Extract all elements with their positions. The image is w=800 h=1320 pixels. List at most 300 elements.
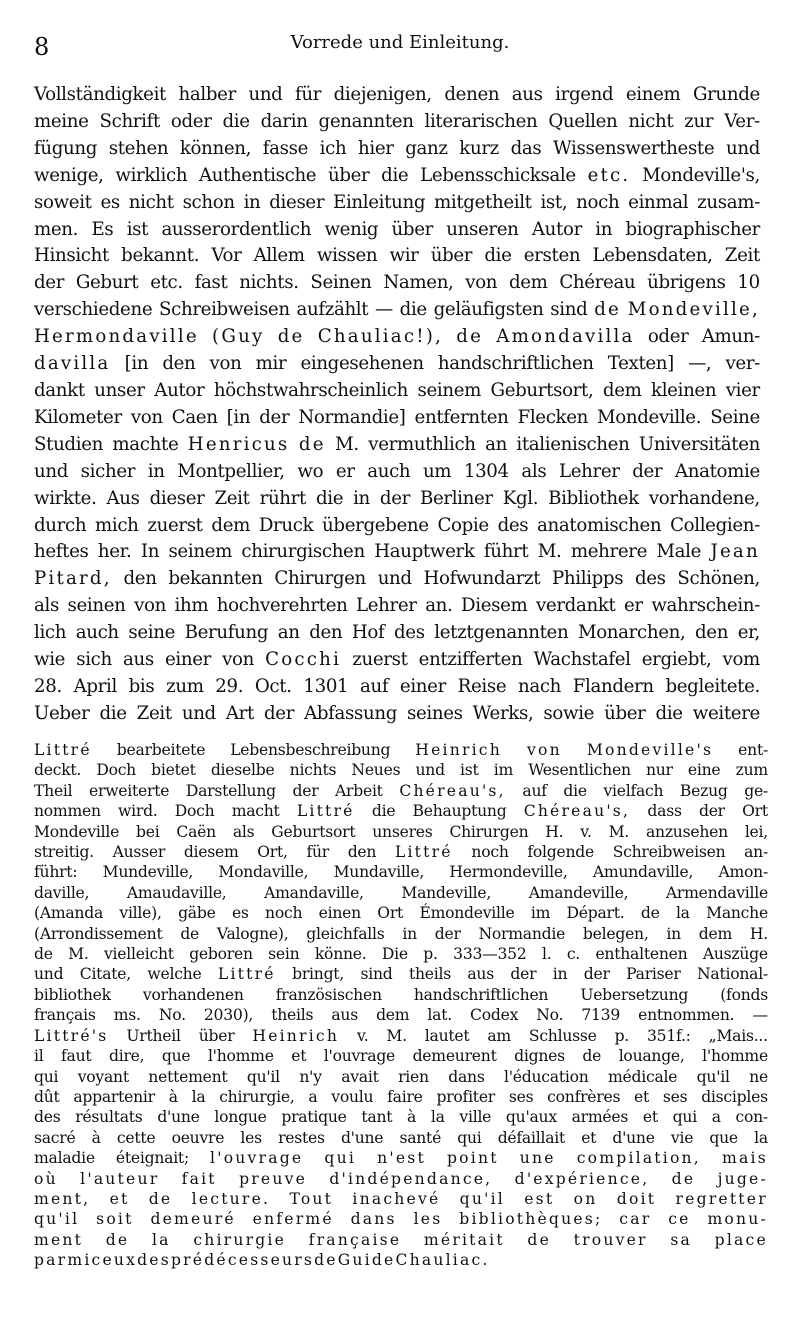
word: Chéreau's, [399, 781, 506, 800]
text-line [34, 620, 760, 647]
word: est [524, 1189, 555, 1208]
word: Pitard, [34, 568, 112, 590]
word: Normandie] [298, 406, 406, 428]
word: Amondavilla [496, 326, 635, 348]
word: monu- [707, 1210, 768, 1229]
word: von [209, 353, 242, 375]
word: Gui [337, 1251, 372, 1270]
word: Montpellier, [177, 460, 285, 482]
word: qu'il [459, 1189, 505, 1208]
word: unseres [372, 822, 433, 841]
word: der [379, 487, 410, 509]
word: zuerst [147, 514, 203, 536]
word: qui [34, 1067, 59, 1086]
word: disciples [701, 1087, 768, 1106]
word: (Arrondissement [34, 924, 163, 943]
word: sowie [543, 702, 595, 724]
footnote-line [34, 985, 768, 1005]
word: und [377, 568, 412, 590]
word: des [634, 568, 666, 590]
word: kurz [459, 137, 499, 159]
word: die [99, 702, 127, 724]
word: Lehrer [558, 460, 620, 482]
word: verschiedene [34, 299, 153, 321]
page-number: 8 [34, 33, 50, 61]
word: a [711, 1108, 721, 1127]
word: demeurent [412, 1047, 497, 1066]
word: à [91, 1128, 101, 1147]
word: er [335, 460, 355, 482]
word: ganz [405, 137, 448, 159]
word: Doch [174, 802, 215, 821]
word: fügung [34, 137, 98, 159]
word: sind [550, 299, 588, 321]
word: Jean [710, 541, 760, 563]
word: Authentische [198, 164, 317, 186]
word: fasse [262, 137, 309, 159]
word: genannten [318, 110, 414, 132]
word: bibliothèques; [459, 1210, 603, 1229]
word: es [100, 191, 120, 213]
word: könne. [314, 945, 367, 964]
word: etc. [150, 272, 183, 294]
word: Aus [106, 487, 140, 509]
word: Départ. [566, 904, 625, 923]
word: cette [116, 1128, 156, 1147]
word: de [34, 945, 53, 964]
text-line [34, 459, 760, 486]
word: vielfach [603, 781, 664, 800]
footnote-line [34, 1128, 768, 1148]
word: Caen [171, 406, 218, 428]
word: aus [331, 1006, 358, 1025]
word: und [248, 84, 283, 105]
word: hier [358, 137, 394, 159]
word: übrigens [647, 272, 726, 294]
word: résultats [75, 1108, 143, 1127]
word: de [180, 924, 200, 943]
word: nach [517, 675, 562, 697]
word: la [430, 1108, 445, 1127]
word: Mandeville, [401, 883, 492, 902]
word: [in [226, 406, 251, 428]
word: Druck [258, 514, 314, 536]
word: de [314, 1251, 338, 1270]
word: Autor [531, 218, 582, 240]
footnote-line [34, 964, 768, 984]
word: Bezug [679, 781, 728, 800]
word: In [140, 541, 160, 563]
word: Geburtsort [271, 822, 356, 841]
word: den [309, 622, 343, 644]
word: Schrift [99, 110, 160, 132]
word: Diesem [461, 595, 528, 617]
word: de [148, 1189, 173, 1208]
word: Bibliothek [548, 487, 639, 509]
word: fast [194, 272, 228, 294]
word: bearbeitete [116, 741, 206, 759]
word: la [754, 1128, 768, 1147]
word: über [198, 1026, 235, 1045]
word: diesem [183, 843, 239, 862]
word: Tout [289, 1189, 334, 1208]
word: on [573, 1189, 598, 1208]
word: qui [457, 1128, 482, 1147]
word: ent- [738, 741, 768, 759]
word: einer [399, 675, 446, 697]
text-line [34, 378, 760, 405]
word: die [222, 110, 250, 132]
word: où [34, 1169, 58, 1188]
word: den [123, 568, 157, 590]
word: Chauliac. [395, 1251, 490, 1270]
word: darin [260, 110, 308, 132]
word: dans [350, 1210, 397, 1229]
word: lei, [744, 822, 768, 841]
word: maladie [34, 1149, 95, 1168]
word: in [595, 218, 613, 240]
word: Quellen [548, 110, 618, 132]
word: il [34, 1047, 44, 1066]
footnote-line [34, 1209, 768, 1229]
word: Littré [296, 802, 355, 821]
word: für [306, 843, 329, 862]
word: Wesentlichen [528, 761, 631, 780]
word: Oct. [254, 675, 292, 697]
word: weitere [692, 702, 760, 724]
word: Copie [437, 514, 489, 536]
word: dankt [34, 379, 85, 401]
word: den [695, 622, 729, 644]
word: gäbe [178, 904, 216, 923]
word: Henricus [187, 433, 290, 455]
word: Hofwundarzt [423, 568, 541, 590]
word: des [393, 622, 425, 644]
word: ses [662, 1087, 688, 1106]
word: Amundaville, [592, 863, 694, 882]
word: nur [645, 761, 673, 780]
word: über [604, 702, 646, 724]
word: nicht [128, 191, 174, 213]
word: doit [616, 1189, 657, 1208]
word: car [619, 1210, 652, 1229]
word: einen [318, 904, 361, 923]
word: mehrere [570, 541, 648, 563]
word: der [292, 781, 319, 800]
word: ville [459, 1108, 492, 1127]
word: faire [387, 1087, 423, 1106]
word: über [327, 164, 370, 186]
word: noch [265, 904, 303, 923]
word: 351f.: [646, 1026, 691, 1045]
word: qui [324, 1149, 357, 1168]
word: enfermé [252, 1210, 334, 1229]
word: à [168, 1087, 178, 1106]
word: Lehrer [356, 595, 417, 617]
word: enthaltenen [595, 945, 688, 964]
word: nichts. [239, 272, 299, 294]
word: vom [722, 649, 760, 671]
word: führt [483, 541, 529, 563]
word: Ort [742, 802, 768, 821]
text-line [34, 566, 760, 593]
word: sind [360, 965, 393, 984]
text-line [34, 593, 760, 620]
word: eingesehenen [300, 353, 424, 375]
word: que [709, 1128, 738, 1147]
word: française [308, 1230, 402, 1249]
word: Mundaville, [333, 863, 425, 882]
word: einmal [628, 191, 689, 213]
footnote-line [34, 1230, 768, 1250]
word: der [632, 460, 663, 482]
word: dass [647, 802, 682, 821]
main-text [34, 82, 760, 728]
word: übergebene [322, 514, 429, 536]
word: ersten [523, 245, 581, 267]
word: handschriftlichen [413, 985, 549, 1004]
word: H. [749, 924, 768, 943]
word: und [34, 460, 69, 482]
word: von [222, 649, 255, 671]
word: Amandeville, [528, 883, 629, 902]
word: Normandie [478, 924, 566, 943]
word: National- [697, 965, 768, 984]
footnote-line [34, 1107, 768, 1127]
word: ms. [113, 1006, 141, 1025]
word: louange, [618, 1047, 685, 1066]
text-line [34, 513, 760, 540]
text-line [34, 109, 760, 136]
word: Heinrich [415, 741, 502, 759]
word: Vor [211, 245, 242, 267]
word: Citate, [79, 965, 131, 984]
footnote-line [34, 1005, 768, 1025]
word: Heinrich [252, 1026, 340, 1045]
word: Pariser [626, 965, 681, 984]
word: heftes [34, 541, 89, 563]
text-line [34, 190, 760, 217]
word: Geburt [75, 272, 139, 294]
word: soit [96, 1210, 134, 1229]
word: compilation, [576, 1149, 701, 1168]
word: d'une [340, 1128, 384, 1147]
word: Uebersetzung [580, 985, 689, 1004]
running-head: Vorrede und Einleitung. [290, 32, 510, 53]
word: dieser [149, 487, 205, 509]
word: et [291, 1047, 307, 1066]
text-line [34, 243, 760, 270]
word: Zeit [136, 702, 172, 724]
word: Kilometer [34, 406, 122, 428]
word: Zeit [214, 487, 250, 509]
word: irgend [555, 84, 614, 105]
word: l'homme [207, 1047, 274, 1066]
word: unser [94, 379, 145, 401]
word: c. [566, 945, 581, 964]
word: bekannten [168, 568, 263, 590]
word: Seinen [310, 272, 372, 294]
word: qu'il [246, 1067, 280, 1086]
word: zusam- [697, 191, 760, 213]
word: auch [367, 460, 411, 482]
word: geboren [189, 945, 253, 964]
word: Es [91, 218, 114, 240]
word: literarischen [424, 110, 538, 132]
word: der [510, 965, 537, 984]
word: vie [670, 1128, 694, 1147]
word: in [666, 924, 681, 943]
word: ceux [91, 1251, 138, 1270]
word: Chauliac!), [317, 326, 443, 348]
word: Caën [176, 822, 216, 841]
word: 2030), [203, 1006, 254, 1025]
word: anatomischen [537, 514, 662, 536]
word: Hof [351, 622, 385, 644]
word: d'une [612, 1128, 655, 1147]
word: a [308, 1087, 318, 1106]
footnote-line [34, 842, 768, 862]
word: place [714, 1230, 768, 1249]
word: für [295, 84, 322, 105]
word: aus [123, 649, 154, 671]
word: Amandaville, [264, 883, 364, 902]
footnote-line [34, 883, 768, 903]
word: voulu [331, 1087, 374, 1106]
word: Einleitung [333, 191, 426, 213]
word: April [73, 675, 117, 697]
word: Ver- [724, 110, 760, 132]
word: point [447, 1149, 499, 1168]
word: lat. [427, 1006, 452, 1025]
word: auch [75, 622, 119, 644]
word: Mondeville. [597, 406, 702, 428]
word: dieselbe [210, 761, 275, 780]
page-header [0, 0, 800, 80]
word: [in [124, 353, 149, 375]
word: meine [34, 110, 89, 132]
word: wir [389, 245, 419, 267]
word: la [152, 1230, 171, 1249]
word: das [510, 137, 542, 159]
word: Cocchi [265, 649, 342, 671]
word: Kgl. [502, 487, 539, 509]
word: vielleicht [104, 945, 174, 964]
word: de [640, 904, 660, 923]
word: einer [164, 649, 211, 671]
text-line [34, 405, 760, 432]
word: zum [166, 675, 204, 697]
word: Ort, [257, 843, 288, 862]
word: longue [214, 1108, 267, 1127]
word: ist [126, 218, 149, 240]
text-line [34, 324, 760, 351]
word: in [353, 487, 370, 509]
word: voyant [77, 1067, 129, 1086]
word: er [624, 595, 643, 617]
word: 29. [215, 675, 244, 697]
word: ver- [725, 353, 760, 375]
word: qu'il [696, 1067, 730, 1086]
word: Collegien- [670, 514, 760, 536]
word: lecture. [191, 1189, 271, 1208]
word: la [191, 1087, 206, 1106]
word: profiter [436, 1087, 496, 1106]
word: lautet [424, 1026, 470, 1045]
text-line [34, 351, 760, 378]
word: vorhandenen [142, 985, 244, 1004]
word: de [671, 1169, 696, 1188]
word: anzusehen [645, 822, 728, 841]
word: 28. [34, 675, 62, 697]
word: machte [112, 433, 179, 455]
footnote-line [34, 1046, 768, 1066]
word: zum [735, 761, 768, 780]
text-line [34, 136, 760, 163]
word: im [530, 904, 551, 923]
text-line [34, 432, 760, 459]
word: Darstellung [185, 781, 276, 800]
word: qu'il [34, 1210, 80, 1229]
word: Codex [470, 1006, 519, 1025]
word: armées [571, 1108, 629, 1127]
word: fait [181, 1169, 217, 1188]
word: Schönen, [677, 568, 760, 590]
word: Manche [706, 904, 768, 923]
text-line [34, 217, 760, 244]
word: Mundeville, [102, 863, 194, 882]
word: No. [158, 1006, 186, 1025]
word: dans [448, 1067, 485, 1086]
word: et [634, 1087, 650, 1106]
word: méritait [423, 1230, 505, 1249]
word: die [484, 245, 512, 267]
word: chirurgischen [241, 541, 365, 563]
word: Mondaville, [218, 863, 309, 882]
word: bringt, [292, 965, 345, 984]
word: men. [34, 218, 79, 240]
word: an [485, 433, 507, 455]
word: (Amanda [34, 904, 104, 923]
word: Autor [154, 379, 205, 401]
word: —, [688, 353, 712, 375]
word: der [583, 965, 610, 984]
word: seine [128, 622, 176, 644]
word: stehen [108, 137, 169, 159]
word: dire, [108, 1047, 145, 1066]
word: führt: [34, 863, 78, 882]
word: deckt. [34, 761, 82, 780]
word: oder [647, 326, 689, 348]
word: 1301 [303, 675, 349, 697]
word: de [105, 1230, 130, 1249]
word: in [243, 191, 261, 213]
word: bei [136, 822, 160, 841]
word: etc. [587, 164, 631, 186]
word: Monarchen, [577, 622, 686, 644]
word: Arbeit [335, 781, 383, 800]
word: als [232, 822, 255, 841]
word: hochverehrten [216, 595, 348, 617]
word: Namen, [383, 272, 454, 294]
word: Ort [377, 904, 404, 923]
word: d'expérience, [514, 1169, 650, 1188]
word: bietet [151, 761, 196, 780]
word: ihm [174, 595, 209, 617]
word: chirurgie [193, 1230, 287, 1249]
word: ce [668, 1210, 691, 1229]
word: Philipps [551, 568, 624, 590]
